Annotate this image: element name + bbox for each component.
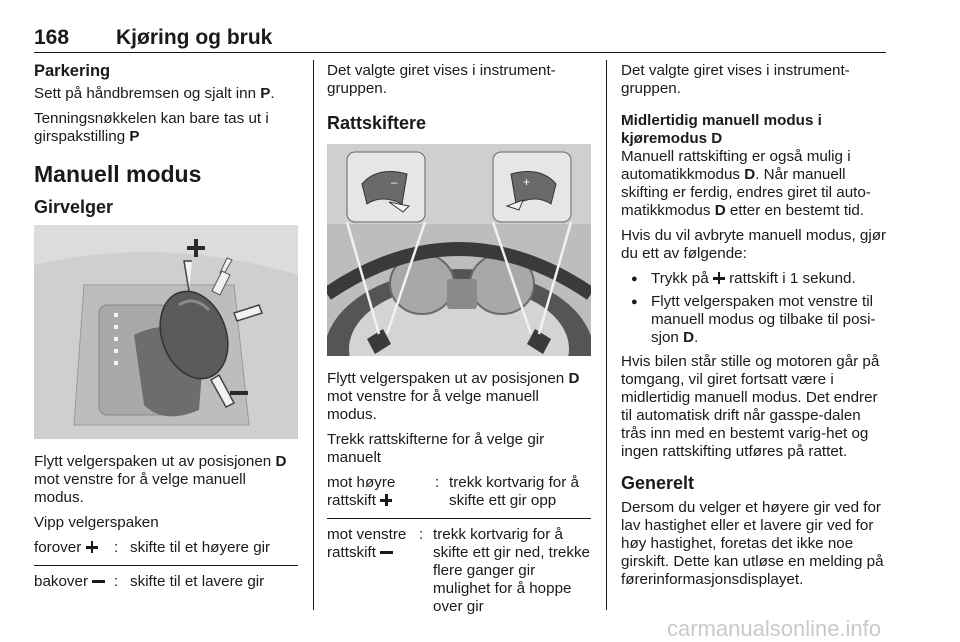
row1-label: mot høyre rattskift — [327, 474, 396, 509]
paragraph: Tenningsnøkkelen kan bare tas ut i girspakstilling P — [34, 110, 269, 145]
page-number: 168 — [34, 26, 70, 49]
bakover-desc: skifte til et lavere gir — [130, 573, 265, 590]
paddle-row-left: mot venstre rattskift : trekk kortvarig for å skifte ett gir ned, trekke flere ganger gir mulighet for å hoppe over gir — [327, 526, 591, 615]
forover-desc: skifte til et høyere gir — [130, 539, 271, 556]
paragraph: Flytt velgerspaken ut av posisjonen D mot venstre for å velge manuell modus. — [327, 370, 580, 423]
row1-desc: trekk kortvarig for å skifte ett gir opp — [449, 474, 579, 509]
plus-icon — [713, 272, 725, 284]
paragraph: Hvis du vil avbryte manuell modus, gjør du ett av følgende: — [621, 227, 887, 262]
plus-icon — [380, 494, 392, 506]
row2-label: mot venstre rattskift — [327, 526, 407, 561]
gear-row-bakover: bakover : skifte til et lavere gir — [34, 573, 265, 590]
column-3 — [621, 62, 887, 596]
option-list — [621, 270, 887, 347]
paragraph: Dersom du velger et høyere gir ved for lav hastighet eller et lavere gir ved for høy hastighet, foretas det ikke noe girskift. Dette kan utløse en melding på førerinformasjonsdisplayet. — [621, 499, 884, 588]
section-heading-generelt: Generelt — [621, 473, 695, 493]
subsection-heading-girvelger: Girvelger — [34, 197, 114, 217]
row2-desc: trekk kortvarig for å skifte ett gir ned, trekke flere ganger gir mulighet for å hoppe over gir — [433, 526, 591, 615]
column-2 — [327, 62, 591, 616]
section-heading-manual: Manuell modus — [34, 161, 202, 187]
steering-paddles-illustration — [327, 144, 591, 356]
paragraph: Det valgte giret vises i instrument-gruppen. — [327, 62, 556, 97]
forover-label: forover — [34, 539, 114, 557]
paragraph: Flytt velgerspaken ut av posisjonen D mot venstre for å velge manuell modus. — [34, 453, 287, 506]
gear-selector-illustration — [34, 225, 298, 439]
svg-text:–: – — [391, 177, 398, 189]
plus-icon — [86, 541, 98, 553]
row-divider — [34, 565, 298, 566]
chapter-title: Kjøring og bruk — [116, 26, 273, 49]
paragraph: Trekk rattskifterne for å velge gir manuelt — [327, 431, 545, 466]
gear-row-forover: forover : skifte til et høyere gir — [34, 539, 271, 556]
section-heading-rattskiftere: Rattskiftere — [327, 113, 427, 133]
paragraph: Sett på håndbremsen og sjalt inn P. — [34, 85, 275, 102]
column-1 — [34, 62, 298, 591]
page-header — [34, 26, 886, 53]
section-heading-temp-manual: Midlertidig manuell modus i kjøremodus D — [621, 112, 822, 147]
minus-icon — [380, 546, 393, 558]
list-item: ● Flytt velgerspaken mot venstre til manuell modus og tilbake til posi-sjon D. — [621, 293, 887, 347]
minus-icon — [92, 575, 105, 587]
watermark: carmanualsonline.info — [667, 616, 882, 641]
column-divider — [313, 60, 314, 610]
paragraph: Manuell rattskifting er også mulig i automatikkmodus D. Når manuell skifting er ferdig, endres giret til auto-matikkmodus D etter en bestemt tid. — [621, 148, 871, 219]
bakover-label: bakover — [34, 573, 114, 591]
row-divider — [327, 518, 591, 519]
paragraph: Vipp velgerspaken — [34, 514, 159, 531]
paddle-row-right: mot høyre rattskift : trekk kortvarig for å skifte ett gir opp — [327, 474, 591, 510]
column-divider — [606, 60, 607, 610]
section-heading-parkering: Parkering — [34, 62, 111, 80]
paragraph: Hvis bilen står stille og motoren går på tomgang, vil giret fortsatt være i midlertidig manuell modus. Det endrer til automatisk drift når gasspe-dalen trås inn med en bestemt varig-het og ingen rattskifting utføres på rattet. — [621, 353, 880, 460]
paragraph: Det valgte giret vises i instrument-gruppen. — [621, 62, 850, 97]
list-item: ● Trykk på rattskift i 1 sekund. — [621, 270, 887, 288]
svg-text:+: + — [523, 175, 531, 189]
